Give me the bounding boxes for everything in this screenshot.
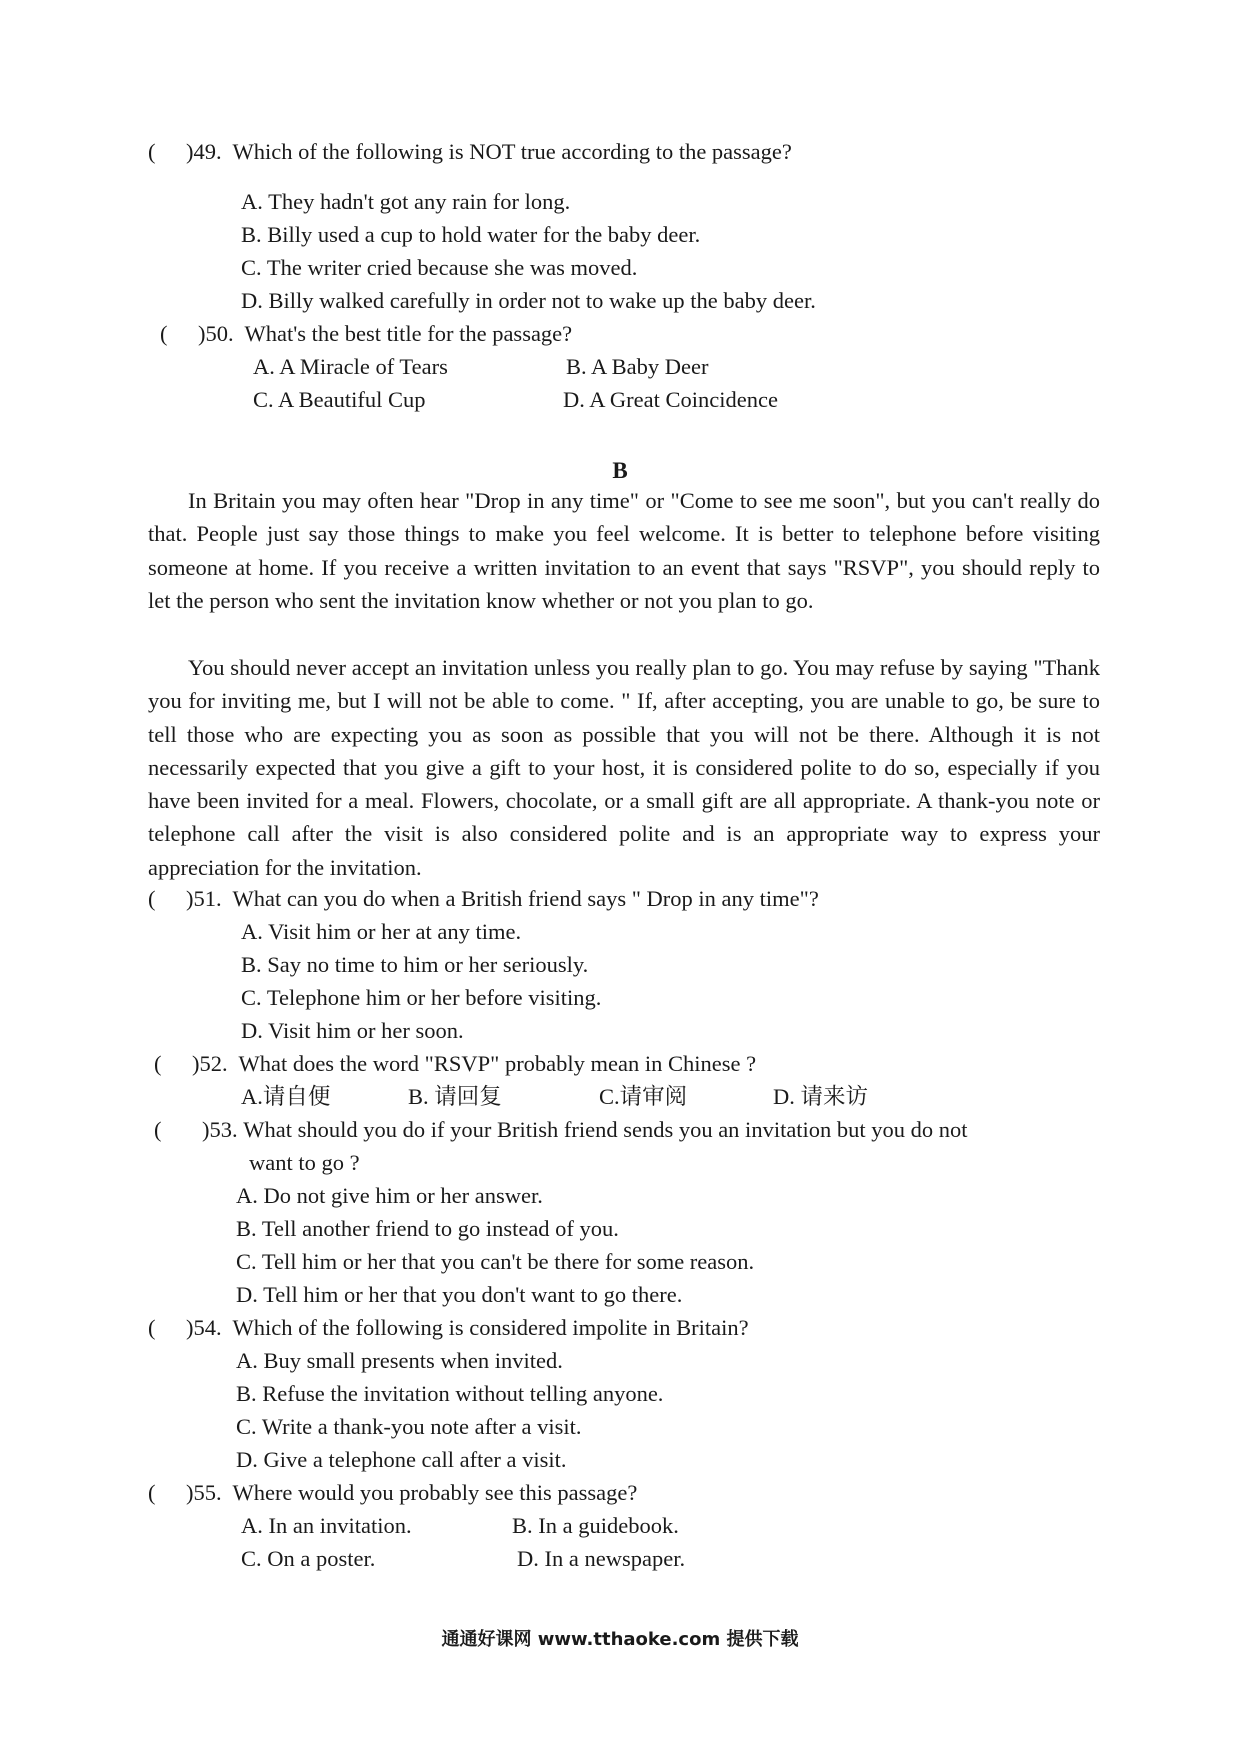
question-text: Which of the following is NOT true according to the passage? (232, 139, 792, 164)
question-55 (148, 1478, 637, 1508)
passage-paragraph-1: In Britain you may often hear "Drop in any time" or "Come to see me soon", but you can't really do that. People just say those things to make you feel welcome. It is better to telephone before visiting someone at home. If you receive a written invitation to an event that says "RSVP", you should reply to let the person who sent the invitation know whether or not you plan to go. (148, 488, 1100, 613)
option-c: C.请审阅 (599, 1084, 688, 1109)
option-c: C. The writer cried because she was moved. (241, 255, 638, 280)
question-text: What does the word "RSVP" probably mean in Chinese ? (238, 1051, 757, 1076)
question-53 (154, 1115, 968, 1145)
question-text-continued: want to go ? (249, 1150, 360, 1175)
option-b: B. In a guidebook. (512, 1513, 679, 1538)
option-a: A. Visit him or her at any time. (241, 919, 522, 944)
option-b: B. 请回复 (408, 1084, 502, 1109)
answer-paren: ( (154, 1117, 162, 1142)
option-a: A. Do not give him or her answer. (236, 1183, 543, 1208)
answer-paren: ( (148, 886, 156, 911)
option-c: C. A Beautiful Cup (253, 387, 426, 412)
answer-paren: ( (148, 1480, 156, 1505)
option-d: D. In a newspaper. (517, 1546, 686, 1571)
option-a: A. They hadn't got any rain for long. (241, 189, 571, 214)
option-b: B. Billy used a cup to hold water for the baby deer. (241, 222, 701, 247)
question-number: )51. (186, 886, 222, 911)
option-a: A. Buy small presents when invited. (236, 1348, 563, 1373)
option-c: C. On a poster. (241, 1546, 376, 1571)
option-d: D. Visit him or her soon. (241, 1018, 464, 1043)
question-text: What's the best title for the passage? (244, 321, 573, 346)
question-51 (148, 884, 819, 914)
question-text: What can you do when a British friend says " Drop in any time"? (232, 886, 819, 911)
footer-source: 通通好课网 www.tthaoke.com 提供下载 (441, 1629, 799, 1650)
option-b: B. Refuse the invitation without telling anyone. (236, 1381, 664, 1406)
answer-paren: ( (160, 321, 168, 346)
option-c: C. Write a thank-you note after a visit. (236, 1414, 582, 1439)
question-number: )50. (198, 321, 234, 346)
passage-paragraph-2: You should never accept an invitation unless you really plan to go. You may refuse by saying "Thank you for inviting me, but I will not be able to come. " If, after accepting, you are unable to go, be sure to tell those who are expecting you as soon as possible that you will not be there. Although it is not necessarily expected that you give a gift to your host, it is considered polite to do so, especially if you have been invited for a meal. Flowers, chocolate, or a small gift are all appropriate. A thank-you note or telephone call after the visit is also considered polite and is an appropriate way to express your appreciation for the invitation. (148, 655, 1100, 880)
section-heading: B (612, 458, 628, 483)
option-d: D. A Great Coincidence (563, 387, 778, 412)
question-text: What should you do if your British friend sends you an invitation but you do not (243, 1117, 968, 1142)
question-54 (148, 1313, 749, 1343)
option-b: B. Tell another friend to go instead of you. (236, 1216, 619, 1241)
question-number: )54. (186, 1315, 222, 1340)
question-text: Where would you probably see this passage? (232, 1480, 638, 1505)
option-b: B. Say no time to him or her seriously. (241, 952, 589, 977)
question-number: )52. (192, 1051, 228, 1076)
question-number: )55. (186, 1480, 222, 1505)
question-number: )49. (186, 139, 222, 164)
question-50 (160, 319, 572, 349)
option-d: D. Billy walked carefully in order not to wake up the baby deer. (241, 288, 816, 313)
option-a: A.请自便 (241, 1084, 331, 1109)
option-a: A. In an invitation. (241, 1513, 412, 1538)
question-49 (148, 137, 792, 167)
option-a: A. A Miracle of Tears (253, 354, 448, 379)
option-b: B. A Baby Deer (566, 354, 709, 379)
option-d: D. Give a telephone call after a visit. (236, 1447, 567, 1472)
option-c: C. Telephone him or her before visiting. (241, 985, 602, 1010)
answer-paren: ( (148, 139, 156, 164)
answer-paren: ( (154, 1051, 162, 1076)
option-d: D. Tell him or her that you don't want to go there. (236, 1282, 683, 1307)
question-text: Which of the following is considered impolite in Britain? (232, 1315, 749, 1340)
question-52 (154, 1049, 756, 1079)
option-d: D. 请来访 (773, 1084, 868, 1109)
question-number: )53. (202, 1117, 238, 1142)
answer-paren: ( (148, 1315, 156, 1340)
option-c: C. Tell him or her that you can't be there for some reason. (236, 1249, 755, 1274)
